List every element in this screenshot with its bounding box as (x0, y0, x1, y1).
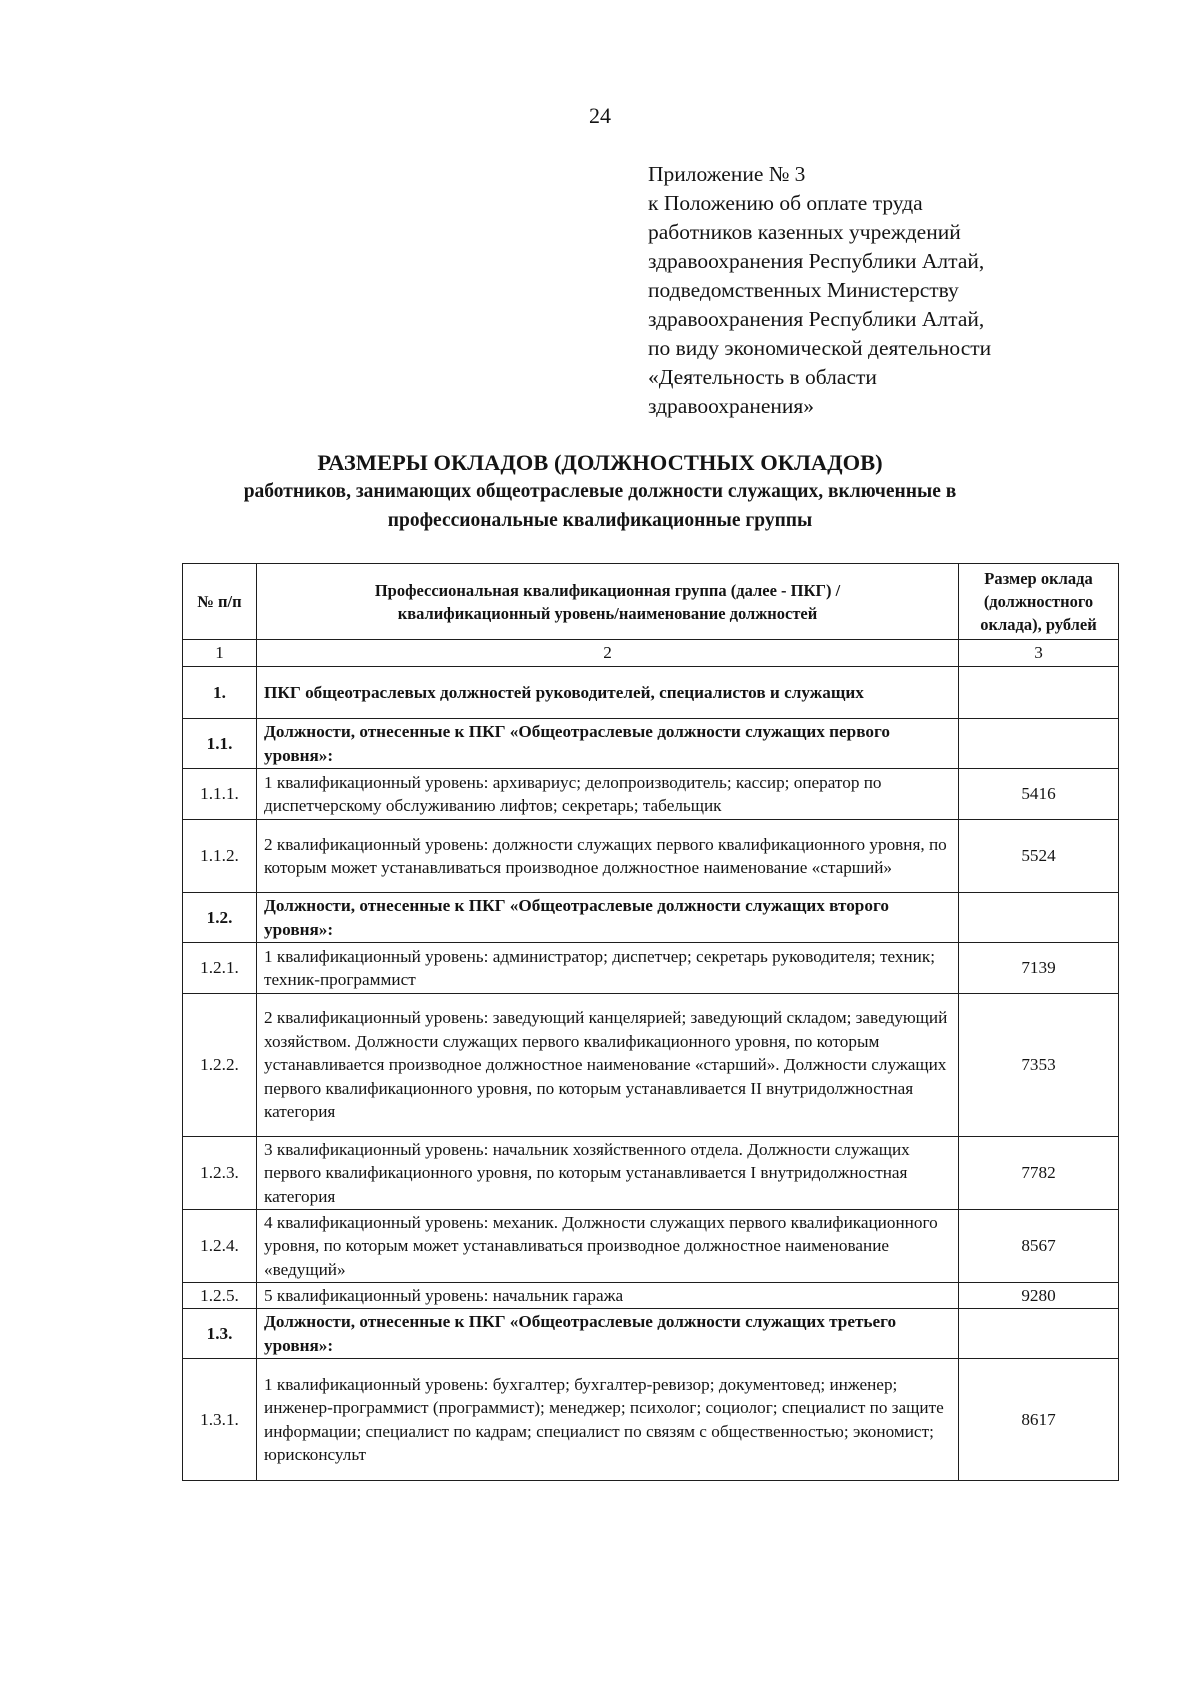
row-number: 1.1.1. (183, 769, 257, 820)
row-salary-amount (959, 1309, 1119, 1359)
header-name: Профессиональная квалификационная группа (далее - ПКГ) / квалификационный уровень/наименование должностей (257, 564, 959, 640)
column-numbers-row (183, 640, 1119, 667)
row-number: 1.1.2. (183, 820, 257, 893)
table-row (183, 1359, 1119, 1481)
row-salary-amount: 9280 (959, 1283, 1119, 1309)
row-salary-amount: 8567 (959, 1210, 1119, 1283)
appendix-note (648, 160, 991, 421)
table-row (183, 1283, 1119, 1309)
table-header-row (183, 564, 1119, 640)
row-salary-amount (959, 893, 1119, 943)
row-position-name: 2 квалификационный уровень: заведующий канцелярией; заведующий складом; заведующий хозяйством. Должности служащих первого квалификационного уровня, по которым устанавливается производное должностное наименование «старший». Должности служащих первого квалификационного уровня, по которым устанавливается II внутридолжностная категория (257, 994, 959, 1137)
row-number: 1.2.3. (183, 1137, 257, 1210)
page-number: 24 (589, 103, 611, 128)
appendix-line: здравоохранения Республики Алтай, (648, 249, 985, 273)
row-number: 1.2.2. (183, 994, 257, 1137)
row-position-name: 5 квалификационный уровень: начальник гаража (257, 1283, 959, 1309)
row-number: 1. (183, 667, 257, 719)
row-salary-amount (959, 667, 1119, 719)
row-salary-amount (959, 719, 1119, 769)
row-position-name: 1 квалификационный уровень: администратор; диспетчер; секретарь руководителя; техник; техник-программист (257, 943, 959, 994)
row-position-name: 4 квалификационный уровень: механик. Должности служащих первого квалификационного уровня, по которым может устанавливаться производное должностное наименование «ведущий» (257, 1210, 959, 1283)
row-position-name: 1 квалификационный уровень: бухгалтер; бухгалтер-ревизор; документовед; инженер; инженер-программист (программист); менеджер; психолог; социолог; специалист по защите информации; специалист по кадрам; специалист по связям с общественностью; экономист; юрисконсульт (257, 1359, 959, 1481)
appendix-line: Приложение № 3 (648, 162, 806, 186)
header-amount: Размер оклада (должностного оклада), рублей (959, 564, 1119, 640)
row-position-name: Должности, отнесенные к ПКГ «Общеотраслевые должности служащих первого уровня»: (257, 719, 959, 769)
document-title (0, 448, 1200, 535)
column-number: 2 (257, 640, 959, 667)
appendix-line: работников казенных учреждений (648, 220, 961, 244)
salary-table (182, 563, 1119, 1481)
table-row (183, 769, 1119, 820)
row-salary-amount: 7139 (959, 943, 1119, 994)
row-number: 1.2.5. (183, 1283, 257, 1309)
row-salary-amount: 5524 (959, 820, 1119, 893)
column-number: 1 (183, 640, 257, 667)
row-salary-amount: 5416 (959, 769, 1119, 820)
table-row (183, 994, 1119, 1137)
appendix-line: по виду экономической деятельности (648, 336, 992, 360)
appendix-line: подведомственных Министерству (648, 278, 959, 302)
table-row (183, 943, 1119, 994)
row-position-name: ПКГ общеотраслевых должностей руководителей, специалистов и служащих (257, 667, 959, 719)
row-position-name: Должности, отнесенные к ПКГ «Общеотраслевые должности служащих третьего уровня»: (257, 1309, 959, 1359)
row-number: 1.3.1. (183, 1359, 257, 1481)
row-position-name: 3 квалификационный уровень: начальник хозяйственного отдела. Должности служащих первого квалификационного уровня, по которым устанавливается I внутридолжностная категория (257, 1137, 959, 1210)
row-position-name: 1 квалификационный уровень: архивариус; делопроизводитель; кассир; оператор по диспетчерскому обслуживанию лифтов; секретарь; табельщик (257, 769, 959, 820)
column-number: 3 (959, 640, 1119, 667)
row-salary-amount: 8617 (959, 1359, 1119, 1481)
row-number: 1.2. (183, 893, 257, 943)
header-num: № п/п (183, 564, 257, 640)
row-number: 1.2.4. (183, 1210, 257, 1283)
table-section-row (183, 1309, 1119, 1359)
row-number: 1.3. (183, 1309, 257, 1359)
table-row (183, 820, 1119, 893)
appendix-line: здравоохранения Республики Алтай, (648, 307, 985, 331)
row-position-name: 2 квалификационный уровень: должности служащих первого квалификационного уровня, по которым может устанавливаться производное должностное наименование «старший» (257, 820, 959, 893)
row-salary-amount: 7782 (959, 1137, 1119, 1210)
table-section-row (183, 667, 1119, 719)
row-salary-amount: 7353 (959, 994, 1119, 1137)
title-main: РАЗМЕРЫ ОКЛАДОВ (ДОЛЖНОСТНЫХ ОКЛАДОВ) (317, 450, 883, 475)
title-sub-line: профессиональные квалификационные группы (387, 510, 813, 531)
appendix-line: здравоохранения» (648, 394, 815, 418)
title-sub-line: работников, занимающих общеотраслевые должности служащих, включенные в (243, 481, 957, 502)
row-position-name: Должности, отнесенные к ПКГ «Общеотраслевые должности служащих второго уровня»: (257, 893, 959, 943)
table-row (183, 1137, 1119, 1210)
table-row (183, 1210, 1119, 1283)
appendix-line: «Деятельность в области (648, 365, 877, 389)
row-number: 1.2.1. (183, 943, 257, 994)
table-section-row (183, 893, 1119, 943)
row-number: 1.1. (183, 719, 257, 769)
table-section-row (183, 719, 1119, 769)
appendix-line: к Положению об оплате труда (648, 191, 923, 215)
